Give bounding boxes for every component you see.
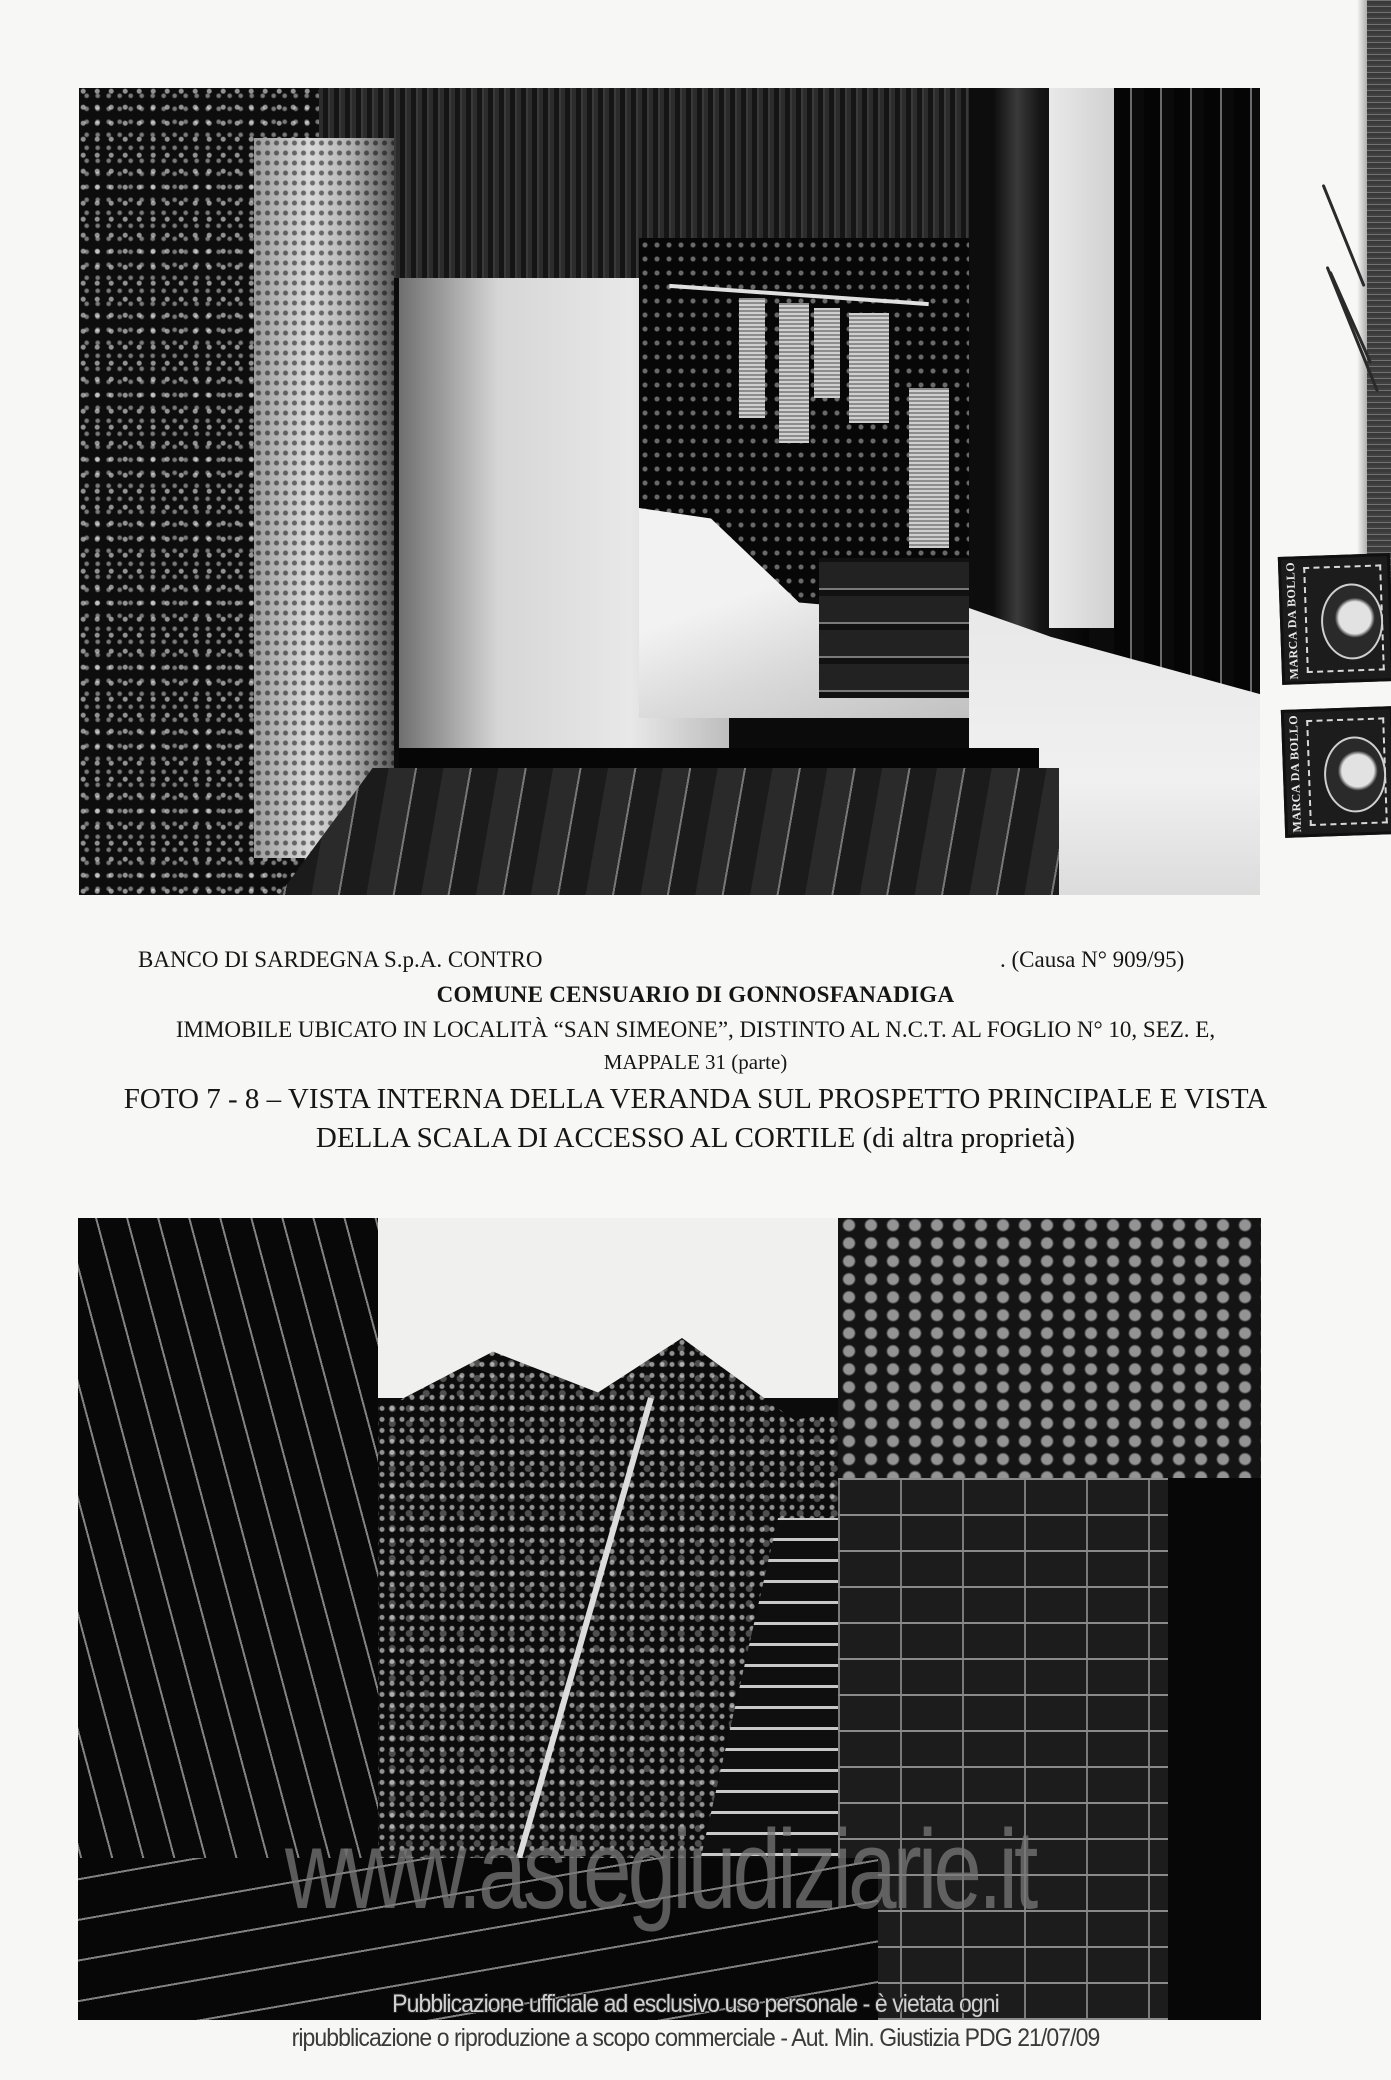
scanner-edge-shadow — [1367, 0, 1391, 640]
left-pillar — [254, 138, 394, 858]
stone-wall — [838, 1218, 1261, 1478]
revenue-stamp — [1278, 553, 1391, 685]
hanging-cloth — [849, 313, 889, 423]
hanging-cloth — [909, 388, 949, 548]
redacted-name — [605, 947, 1000, 977]
hanging-cloth — [779, 303, 809, 443]
revenue-stamp — [1281, 706, 1391, 838]
lit-wall — [1049, 88, 1119, 628]
wall-shadow — [1168, 1478, 1261, 2020]
case-number: . (Causa N° 909/95) — [1000, 947, 1185, 972]
legal-notice-line-1: Pubblicazione ufficiale ad esclusivo uso personale - è vietata ogni — [392, 1990, 999, 2018]
photo-caption-line-1: FOTO 7 - 8 – VISTA INTERNA DELLA VERANDA SUL PROSPETTO PRINCIPALE E VISTA — [123, 1083, 1268, 1115]
photo-caption-line-2: DELLA SCALA DI ACCESSO AL CORTILE (di altra proprietà) — [315, 1122, 1076, 1154]
tiled-floor — [279, 768, 1059, 895]
barred-door — [1114, 88, 1260, 748]
municipality-title: COMUNE CENSUARIO DI GONNOSFANADIGA — [436, 982, 955, 1007]
stamp-label: MARCA DA BOLLO — [1285, 714, 1305, 833]
legal-notice-line-2: ripubblicazione o riproduzione a scopo commerciale - Aut. Min. Giustizia PDG 21/07/09 — [291, 2024, 1100, 2052]
case-parties: BANCO DI SARDEGNA S.p.A. CONTRO — [138, 947, 543, 972]
photo-veranda-interior — [79, 88, 1260, 895]
parcel-reference: MAPPALE 31 (parte) — [603, 1050, 788, 1074]
stamp-label: MARCA DA BOLLO — [1282, 561, 1302, 680]
site-watermark: www.astegiudiziarie.it — [285, 1807, 1035, 1932]
hanging-cloth — [814, 308, 840, 398]
hanging-cloth — [739, 298, 765, 418]
property-description: IMMOBILE UBICATO IN LOCALITÀ “SAN SIMEONE”, DISTINTO AL N.C.T. AL FOGLIO N° 10, SEZ. E, — [175, 1017, 1216, 1042]
